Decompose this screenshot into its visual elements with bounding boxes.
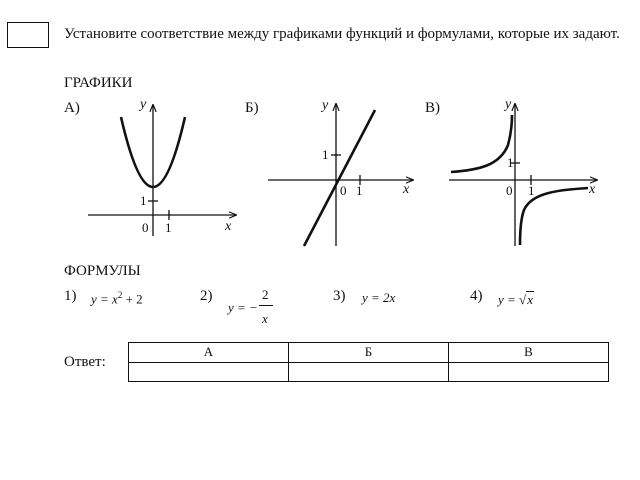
graph-b-zero: 0 (340, 183, 347, 198)
graph-v-one-x: 1 (528, 183, 535, 198)
answer-header-b: Б (289, 343, 449, 363)
graph-v-one-y: 1 (507, 155, 514, 170)
answer-table (128, 342, 609, 382)
formula-3-num: 3) (333, 288, 346, 304)
graph-v-y-label: y (505, 97, 512, 112)
answer-cell-b[interactable] (289, 362, 449, 382)
graph-v-label: В) (425, 100, 440, 116)
formula-4: y = √x (498, 292, 533, 307)
graph-b (268, 104, 413, 246)
graph-b-line (304, 110, 375, 246)
formula-2-num: 2) (200, 288, 213, 304)
formula-2-denominator: x (262, 311, 268, 326)
answer-table-header-row (129, 343, 609, 363)
graph-a-x-label: x (225, 219, 232, 234)
formulas-heading: ФОРМУЛЫ (64, 263, 141, 279)
graph-b-label: Б) (245, 100, 259, 116)
graph-b-one-x: 1 (356, 183, 363, 198)
graph-a-one-y: 1 (140, 193, 147, 208)
graph-a-one-x: 1 (165, 220, 172, 235)
answer-cell-a[interactable] (129, 362, 289, 382)
graph-v-x-label: x (589, 182, 596, 197)
formula-2-lhs: y = − (228, 300, 258, 315)
graph-a-zero: 0 (142, 220, 149, 235)
graph-v-zero: 0 (506, 183, 513, 198)
graph-v (449, 104, 597, 246)
formula-3: y = 2x (362, 290, 396, 305)
formula-2-fraction-bar (259, 305, 273, 306)
graph-b-x-label: x (403, 182, 410, 197)
answer-cell-v[interactable] (449, 362, 609, 382)
graphs-heading: ГРАФИКИ (64, 75, 133, 91)
graph-b-one-y: 1 (322, 147, 329, 162)
formula-2-numerator: 2 (262, 287, 269, 302)
graph-a-y-label: y (140, 97, 147, 112)
answer-table-value-row (129, 362, 609, 382)
graph-b-y-label: y (322, 98, 329, 113)
answer-header-v: В (449, 343, 609, 363)
task-text: Установите соответствие между графиками функций и формулами, которые их задают. (64, 26, 620, 42)
answer-header-a: А (129, 343, 289, 363)
formula-1: $y = x^2 + 2$ (91, 290, 143, 307)
formula-1-num: 1) (64, 288, 77, 304)
graph-a (88, 105, 236, 236)
answer-label: Ответ: (64, 354, 106, 370)
graph-a-label: А) (64, 100, 80, 116)
graph-v-branch-left (451, 115, 512, 172)
formula-4-num: 4) (470, 288, 483, 304)
